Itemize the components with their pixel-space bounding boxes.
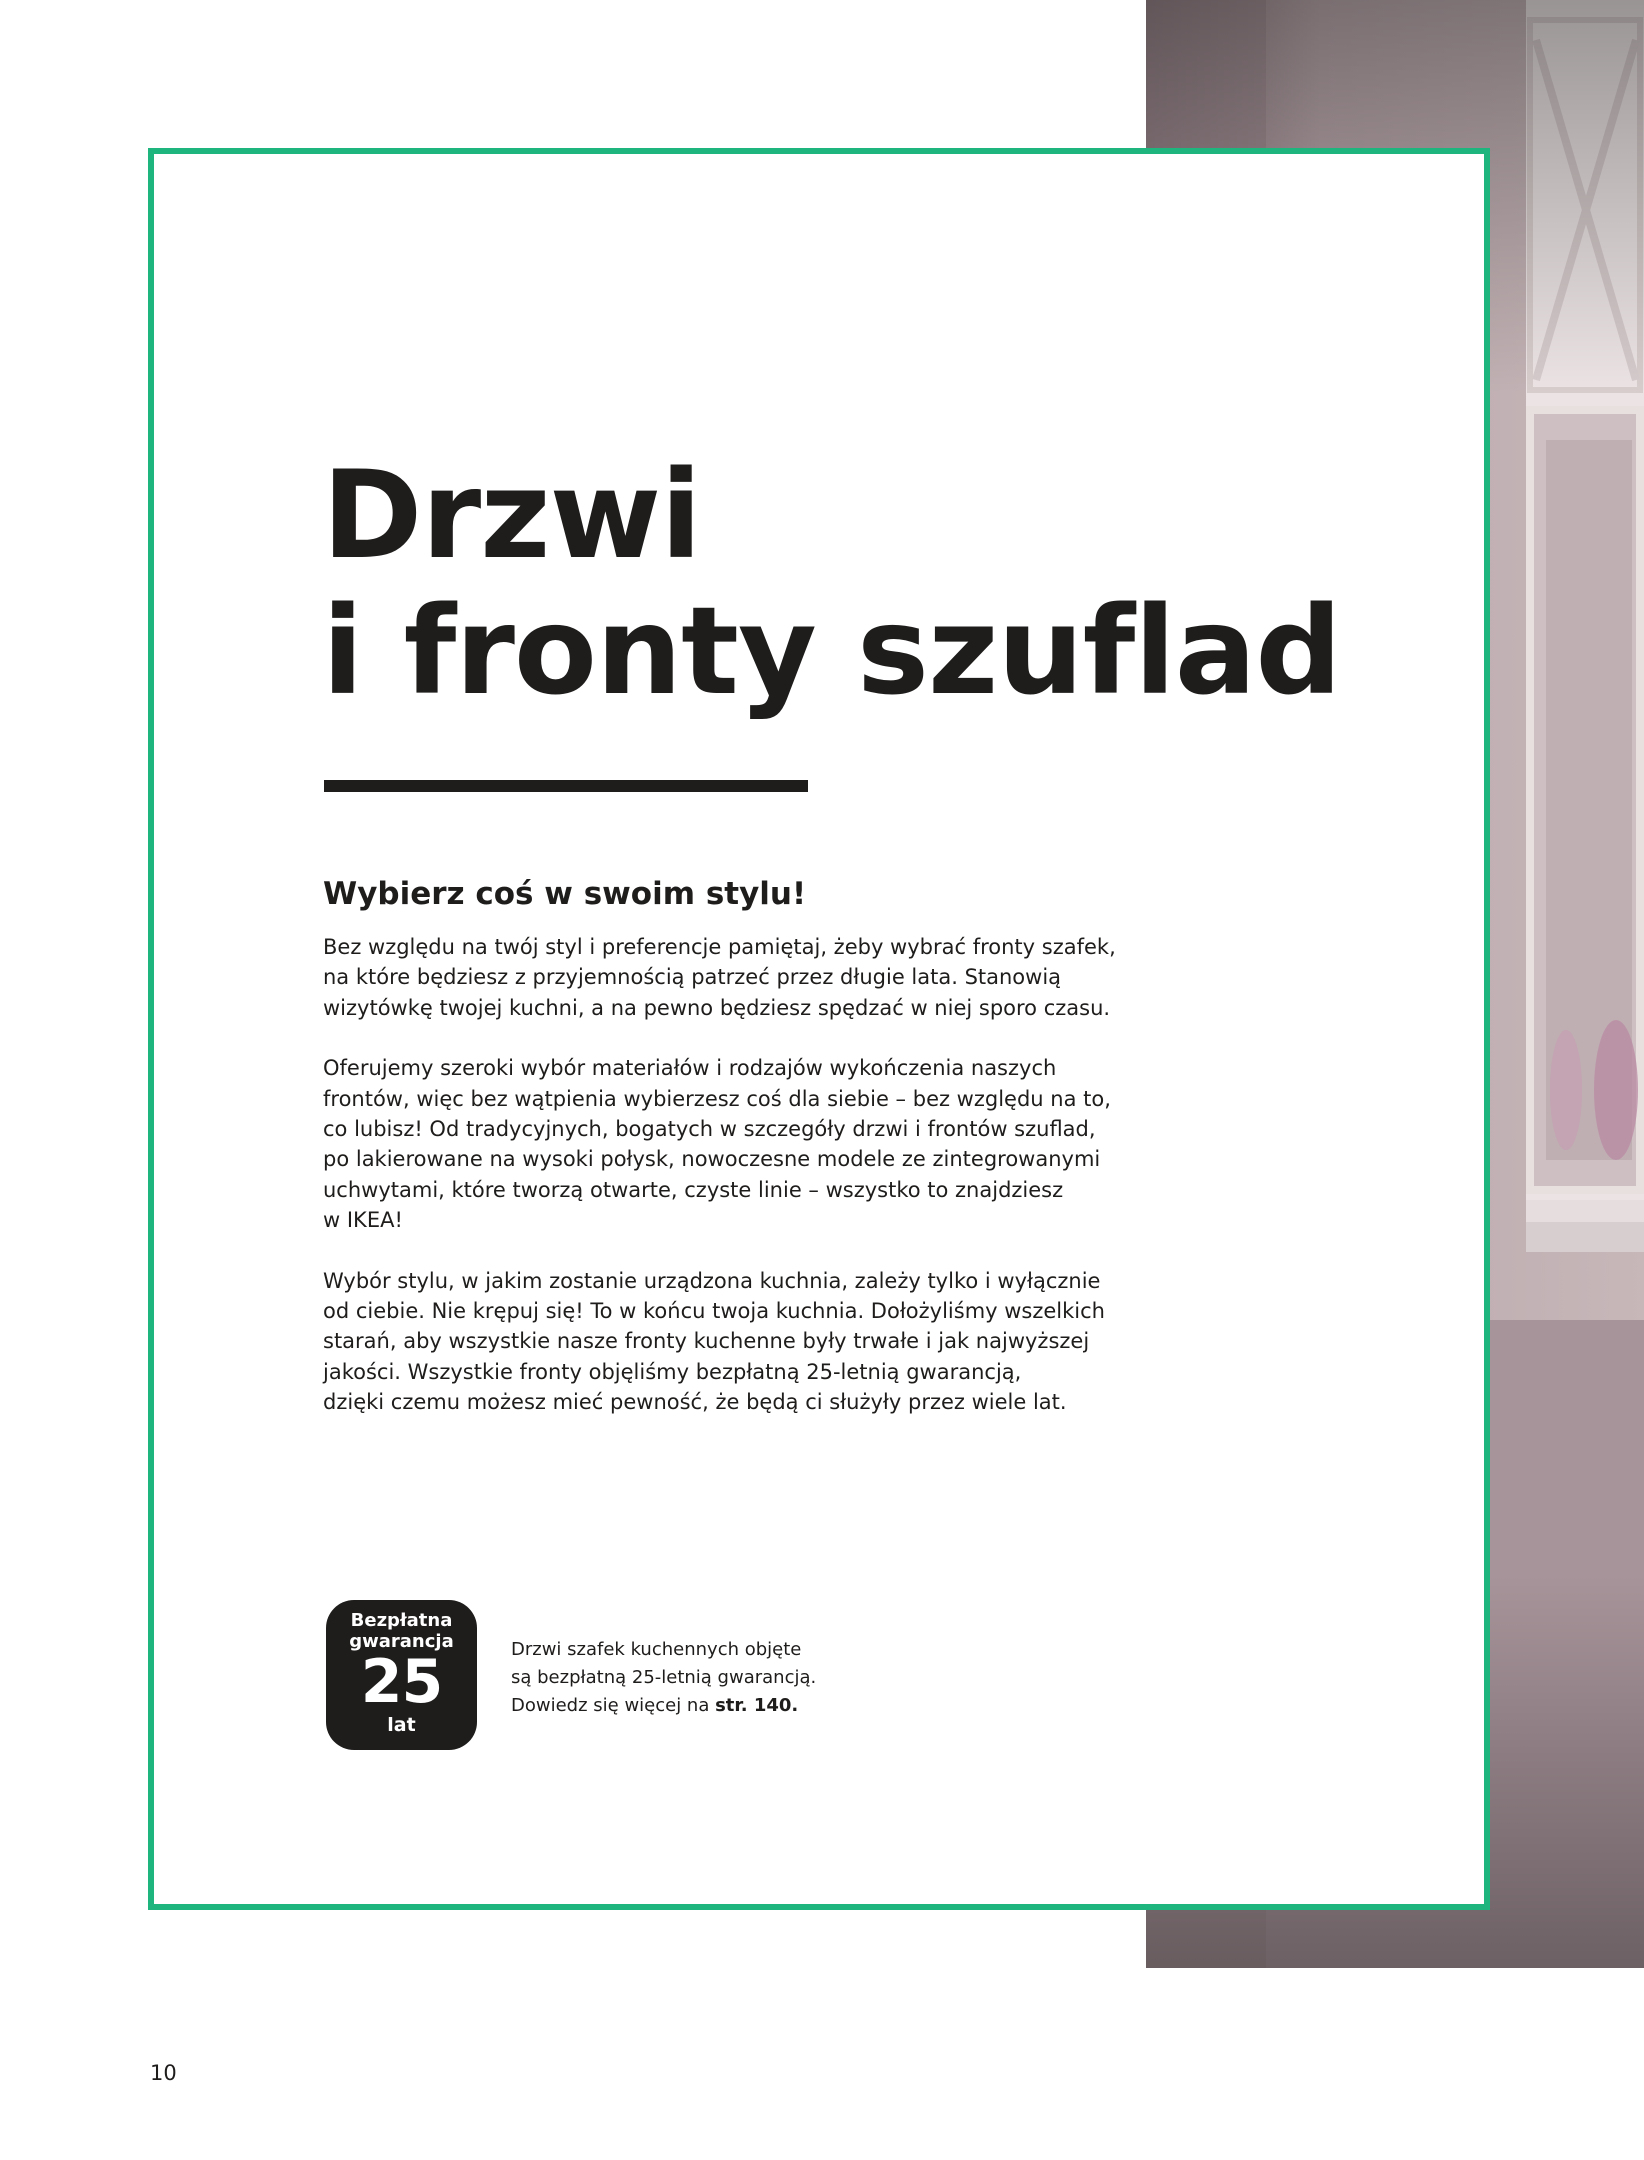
paragraph-line: wizytówkę twojej kuchni, a na pewno będziesz spędzać w niej sporo czasu. [323, 995, 1111, 1020]
title-underline [324, 780, 808, 792]
title-line-2: i fronty szuflad [322, 581, 1341, 722]
paragraph-3 [323, 1266, 1223, 1418]
warranty-badge-unit: lat [387, 1714, 416, 1736]
warranty-note [511, 1636, 816, 1720]
warranty-badge-number: 25 [360, 1647, 443, 1717]
warranty-note-line-3 [511, 1692, 816, 1720]
warranty-note-line-1: Drzwi szafek kuchennych objęte [511, 1639, 802, 1660]
paragraph-line: frontów, więc bez wątpienia wybierzesz coś dla siebie – bez względu na to, [323, 1086, 1111, 1111]
paragraph-2 [323, 1053, 1223, 1235]
page-reference-link[interactable]: str. 140. [715, 1695, 799, 1716]
paragraph-1 [323, 932, 1223, 1023]
warranty-note-prefix: Dowiedz się więcej na [511, 1695, 716, 1716]
warranty-badge-line-2: gwarancja [349, 1631, 454, 1652]
warranty-badge-heading [326, 1610, 477, 1652]
paragraph-line: Oferujemy szeroki wybór materiałów i rodzajów wykończenia naszych [323, 1056, 1057, 1081]
paragraph-line: Wybór stylu, w jakim zostanie urządzona kuchnia, zależy tylko i wyłącznie [323, 1268, 1101, 1293]
paragraph-line: jakości. Wszystkie fronty objęliśmy bezpłatną 25-letnią gwarancją, [323, 1359, 1022, 1384]
warranty-badge [326, 1600, 477, 1750]
page-number: 10 [150, 2061, 177, 2085]
title-line-1: Drzwi [322, 445, 701, 586]
paragraph-line: w IKEA! [323, 1208, 403, 1233]
warranty-badge-line-1: Bezpłatna [350, 1610, 453, 1631]
body-text [323, 932, 1223, 1448]
paragraph-line: starań, aby wszystkie nasze fronty kuchenne były trwałe i jak najwyższej [323, 1329, 1090, 1354]
paragraph-line: na które będziesz z przyjemnością patrzeć przez długie lata. Stanowią [323, 965, 1062, 990]
paragraph-line: po lakierowane na wysoki połysk, nowoczesne modele ze zintegrowanymi [323, 1147, 1101, 1172]
warranty-note-line-2: są bezpłatną 25-letnią gwarancją. [511, 1667, 817, 1688]
section-subtitle: Wybierz coś w swoim stylu! [323, 876, 807, 912]
page-title [322, 445, 1341, 722]
paragraph-line: dzięki czemu możesz mieć pewność, że będą ci służyły przez wiele lat. [323, 1390, 1067, 1415]
paragraph-line: Bez względu na twój styl i preferencje pamiętaj, żeby wybrać fronty szafek, [323, 935, 1116, 959]
paragraph-line: uchwytami, które tworzą otwarte, czyste linie – wszystko to znajdziesz [323, 1177, 1064, 1202]
paragraph-line: od ciebie. Nie krępuj się! To w końcu twoja kuchnia. Dołożyliśmy wszelkich [323, 1299, 1105, 1324]
paragraph-line: co lubisz! Od tradycyjnych, bogatych w szczegóły drzwi i frontów szuflad, [323, 1117, 1096, 1142]
